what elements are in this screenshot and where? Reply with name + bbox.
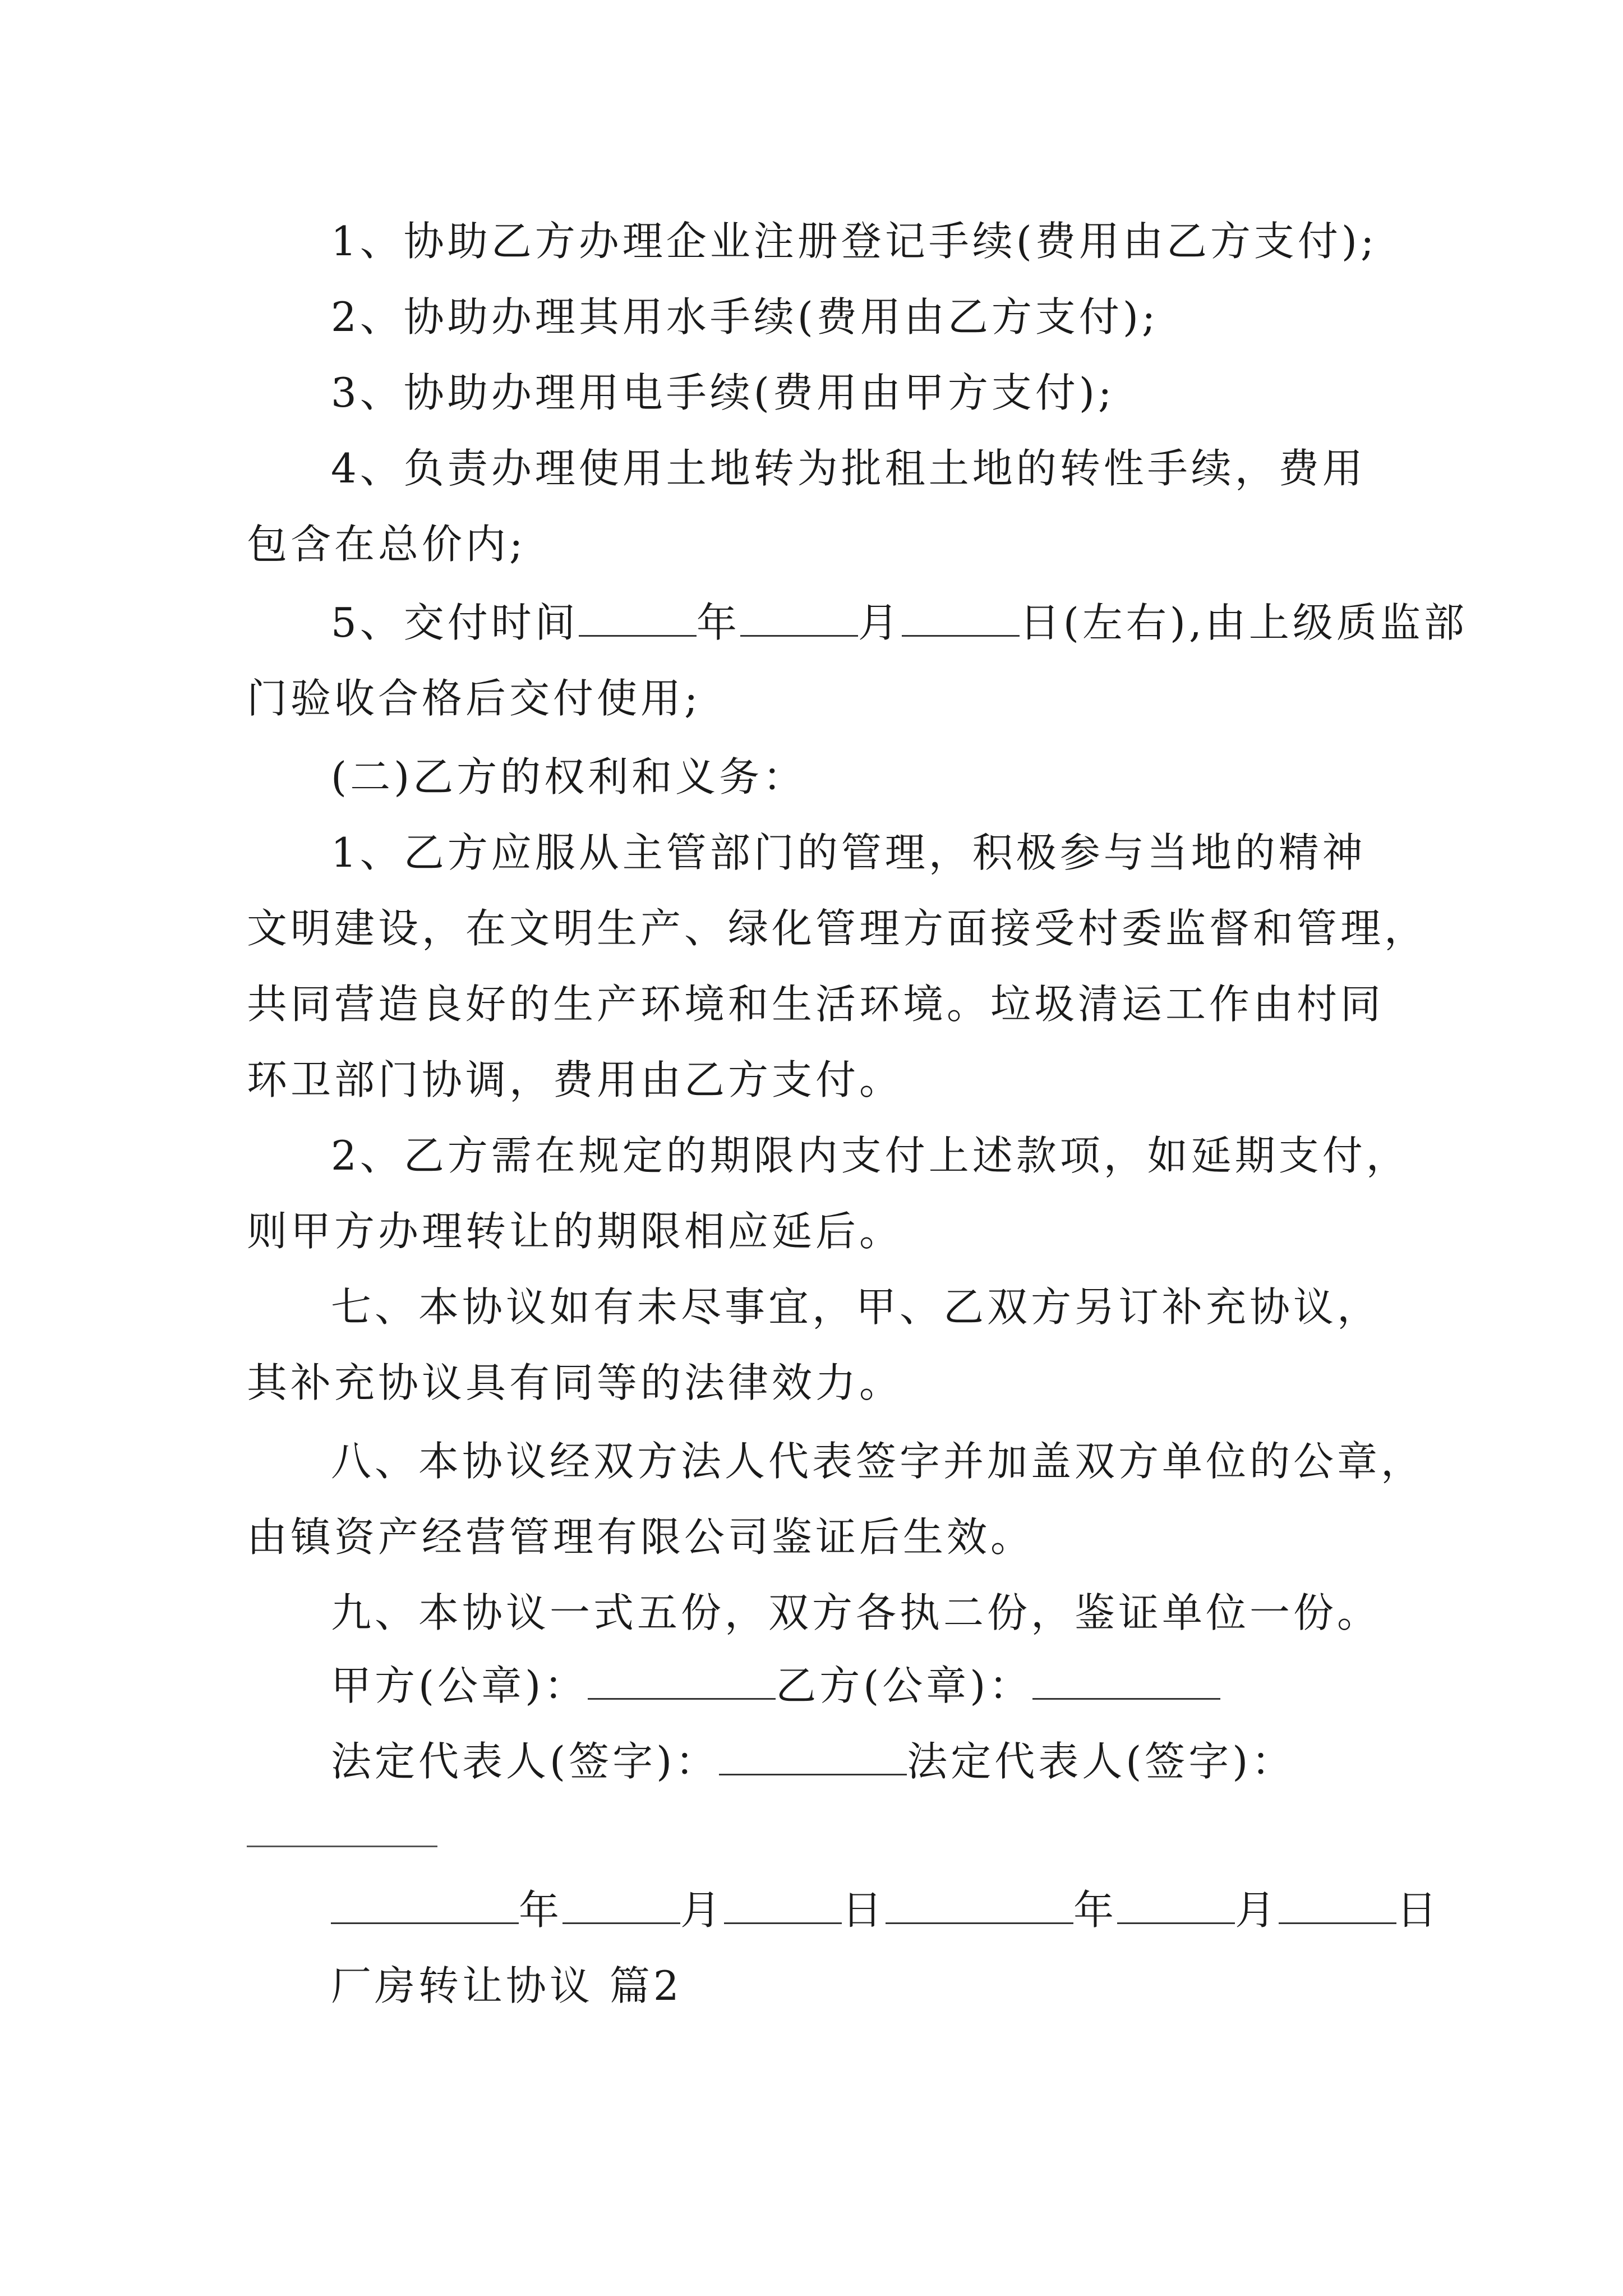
- party-b-seal-blank: [1032, 1663, 1220, 1700]
- delivery-time-line-2: 门验收合格后交付使用;: [247, 675, 702, 722]
- delivery-day-blank: [902, 600, 1020, 637]
- date-year-label-1: 年: [519, 1887, 563, 1934]
- party-a-seal-label: 甲方(公章)：: [331, 1662, 588, 1709]
- party-a-seal-blank: [588, 1663, 776, 1700]
- representative-line: [0, 1736, 1623, 1787]
- party-a-rep-blank: [719, 1739, 907, 1775]
- clause-7-line-2: 其补充协议具有同等的法律效力。: [247, 1359, 903, 1406]
- delivery-time-suffix: 日(左右),由上级质监部: [1019, 599, 1468, 646]
- clause-7-line-1: 七、本协议如有未尽事宜，甲、乙双方另订补充协议，: [331, 1283, 1381, 1331]
- date-day-blank-1: [724, 1888, 842, 1924]
- date-month-label-1: 月: [680, 1887, 725, 1934]
- date-day-label-1: 日: [842, 1887, 886, 1934]
- date-line: [0, 1885, 1623, 1935]
- party-b-item-1-line-2: 文明建设，在文明生产、绿化管理方面接受村委监督和管理，: [247, 905, 1428, 952]
- date-year-blank-2: [886, 1888, 1073, 1924]
- delivery-year-blank: [579, 600, 697, 637]
- party-b-item-2-line-2: 则甲方办理转让的期限相应延后。: [247, 1208, 903, 1255]
- clause-8-line-1: 八、本协议经双方法人代表签字并加盖双方单位的公章，: [331, 1438, 1425, 1485]
- delivery-time-prefix: 5、交付时间: [331, 599, 579, 646]
- obligation-item-3: 3、协助办理用电手续(费用由甲方支付);: [331, 369, 1115, 416]
- date-day-label-2: 日: [1396, 1887, 1441, 1934]
- next-agreement-title: 厂房转让协议 篇2: [331, 1962, 683, 2009]
- party-b-item-1-line-4: 环卫部门协调，费用由乙方支付。: [247, 1056, 903, 1103]
- date-month-blank-2: [1117, 1888, 1235, 1924]
- clause-8-line-2: 由镇资产经营管理有限公司鉴证后生效。: [247, 1513, 1035, 1561]
- obligation-item-1: 1、协助乙方办理企业注册登记手续(费用由乙方支付);: [331, 218, 1378, 265]
- obligation-item-4-line-1: 4、负责办理使用土地转为批租土地的转性手续，费用: [331, 445, 1366, 492]
- clause-9: 九、本协议一式五份，双方各执二份，鉴证单位一份。: [331, 1589, 1381, 1636]
- obligation-item-4-line-2: 包含在总价内;: [247, 521, 527, 568]
- party-b-item-1-line-3: 共同营造良好的生产环境和生活环境。垃圾清运工作由村同: [247, 981, 1385, 1028]
- party-b-item-1-line-1: 1、乙方应服从主管部门的管理，积极参与当地的精神: [331, 829, 1366, 876]
- party-a-rep-label: 法定代表人(签字)：: [331, 1738, 720, 1785]
- date-month-blank-1: [562, 1888, 680, 1924]
- obligation-item-2: 2、协助办理其用水手续(费用由乙方支付);: [331, 293, 1159, 341]
- delivery-month-label: 月: [857, 599, 902, 646]
- section-heading-party-b: (二)乙方的权利和义务：: [331, 753, 807, 800]
- delivery-time-line: [0, 597, 1623, 648]
- seal-line: [0, 1660, 1623, 1711]
- delivery-year-label: 年: [696, 599, 740, 646]
- date-month-label-2: 月: [1235, 1887, 1279, 1934]
- party-b-rep-signature-blank: [247, 1846, 437, 1847]
- date-year-label-2: 年: [1073, 1887, 1118, 1934]
- date-day-blank-2: [1279, 1888, 1396, 1924]
- party-b-seal-label: 乙方(公章)：: [776, 1662, 1033, 1709]
- date-year-blank-1: [331, 1888, 519, 1924]
- party-b-rep-label: 法定代表人(签字)：: [907, 1738, 1295, 1785]
- party-b-item-2-line-1: 2、乙方需在规定的期限内支付上述款项，如延期支付，: [331, 1132, 1410, 1179]
- delivery-month-blank: [740, 600, 858, 637]
